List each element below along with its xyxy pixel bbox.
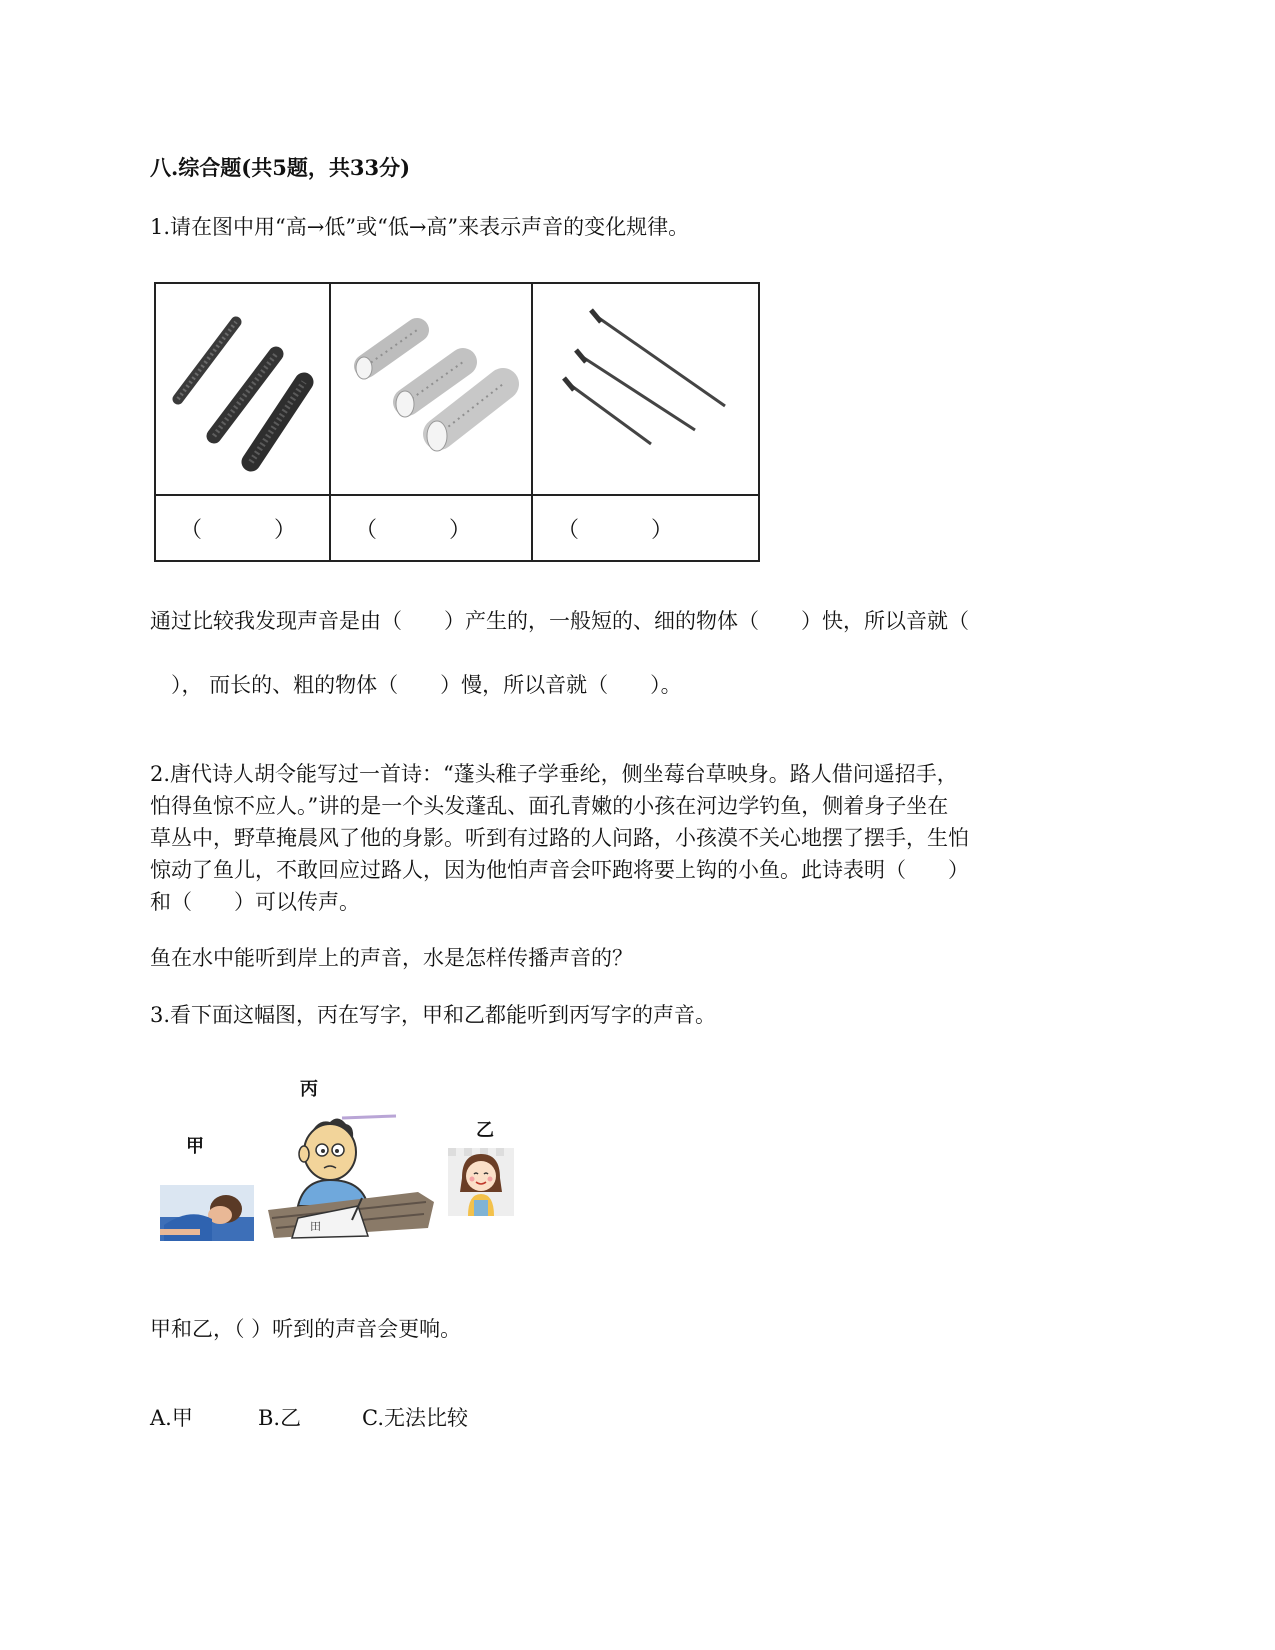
q3-question: 甲和乙，（ ）听到的声音会更响。	[150, 1317, 462, 1341]
smiling-girl-icon	[448, 1148, 514, 1216]
q2-line: 惊动了鱼儿，不敢回应过路人，因为他怕声音会吓跑将要上钩的小鱼。此诗表明（ ）	[150, 858, 969, 882]
label-bing: 丙	[300, 1079, 318, 1100]
sleeping-person-icon	[160, 1185, 254, 1241]
q2-line: 和（ ）可以传声。	[150, 890, 360, 914]
option-c[interactable]: C.无法比较	[362, 1406, 468, 1430]
q1-cell-nails	[532, 283, 759, 495]
q2-line: 草丛中，野草掩晨风了他的身影。听到有过路的人问路，小孩漠不关心地摆了摆手，生怕	[150, 826, 969, 850]
q3-prompt: 3.看下面这幅图，丙在写字，甲和乙都能听到丙写字的声音。	[150, 1003, 717, 1027]
light-pipes-icon	[331, 284, 529, 490]
q1-table	[154, 282, 760, 562]
nails-icon	[533, 284, 756, 490]
q1-answer-cell-2[interactable]: （ ）	[330, 495, 532, 561]
q1-cell-dark-rods	[155, 283, 330, 495]
label-jia: 甲	[186, 1136, 204, 1157]
writing-boy-icon	[268, 1110, 434, 1240]
q2-line: 2.唐代诗人胡令能写过一首诗：“蓬头稚子学垂纶，侧坐莓台草映身。路人借问遥招手，	[150, 762, 958, 786]
label-yi: 乙	[476, 1120, 494, 1141]
q2-followup: 鱼在水中能听到岸上的声音，水是怎样传播声音的？	[150, 946, 633, 970]
q1-fill-line-1: 通过比较我发现声音是由（ ）产生的，一般短的、细的物体（ ）快，所以音就（	[150, 609, 969, 633]
q1-fill-line-2: ）， 而长的、粗的物体（ ）慢，所以音就（ ）。	[150, 673, 682, 697]
svg-text:田: 田	[310, 1220, 321, 1233]
option-b[interactable]: B.乙	[258, 1406, 302, 1430]
section-title: 八.综合题(共5题，共33分)	[150, 155, 411, 180]
dark-rods-icon	[156, 284, 327, 490]
q2-line: 怕得鱼惊不应人。”讲的是一个头发蓬乱、面孔青嫩的小孩在河边学钓鱼，侧着身子坐在	[150, 794, 949, 818]
option-a[interactable]: A.甲	[150, 1406, 193, 1430]
q1-cell-light-pipes	[330, 283, 532, 495]
q1-answer-cell-3[interactable]: （ ）	[532, 495, 759, 561]
q1-answer-cell-1[interactable]: （ ）	[155, 495, 330, 561]
q1-prompt: 1.请在图中用“高→低”或“低→高”来表示声音的变化规律。	[150, 215, 690, 239]
q2-paragraph	[150, 758, 1125, 918]
